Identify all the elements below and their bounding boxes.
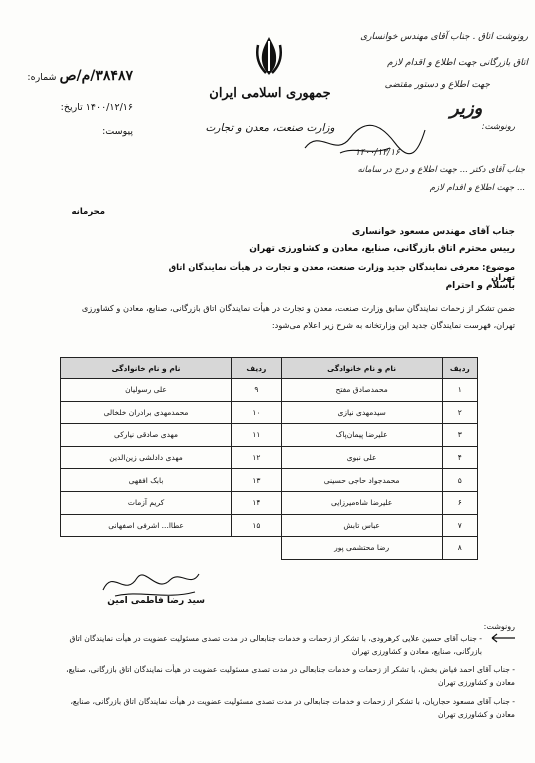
table-header-name: نام و نام خانوادگی: [61, 358, 232, 379]
arrow-left-icon: [488, 633, 516, 643]
representative-name: مهدی دادلشی زین‌الدین: [61, 446, 232, 469]
representative-name: [61, 537, 232, 560]
representative-name: علیرضا پیمان‌پاک: [281, 424, 442, 447]
table-header-row-number: ردیف: [442, 358, 477, 379]
table-header-row-number: ردیف: [232, 358, 282, 379]
row-number: ۷: [442, 514, 477, 537]
representative-name: کریم آزمات: [61, 491, 232, 514]
row-number: ۱۳: [232, 469, 282, 492]
representative-name: عطاا... اشرفی اصفهانی: [61, 514, 232, 537]
cc-item: - جناب آقای حسین علایی کرهرودی، با تشکر از زحمات و خدمات جنابعالی در مدت تصدی مسئولیت عضویت در هیأت نمایندگان اتاق بازرگانی، صنایع، معادن و کشاورزی تهران: [69, 634, 482, 656]
republic-title: جمهوری اسلامی ایران: [209, 86, 331, 101]
row-number: ۱۵: [232, 514, 282, 537]
row-number: ۶: [442, 491, 477, 514]
table-row: [61, 514, 478, 537]
classification-label: محرمانه: [71, 207, 105, 217]
table-header-name: نام و نام خانوادگی: [281, 358, 442, 379]
handwritten-note-2: اتاق بازرگانی جهت اطلاع و اقدام لازم: [387, 58, 528, 68]
row-number: [232, 537, 282, 560]
table-row: [61, 469, 478, 492]
letter-number: [8, 68, 133, 84]
row-number: ۱۴: [232, 491, 282, 514]
handwritten-note-5: ... جهت اطلاع و اقدام لازم: [429, 183, 525, 193]
cc-heading: رونوشت:: [483, 622, 515, 631]
row-number: ۱: [442, 379, 477, 402]
letter-date: [8, 102, 133, 113]
letter-number-label: شماره:: [27, 72, 57, 83]
representative-name: مهدی صادقی نیارکی: [61, 424, 232, 447]
representative-name: محمدصادق مفتح: [281, 379, 442, 402]
table-header-row: [61, 358, 478, 379]
letter-number-value: ۳۸۴۸۷/م/ص: [59, 68, 133, 84]
signer-name: سید رضا فاطمی امین: [107, 596, 205, 606]
letter-attachment: [8, 126, 133, 137]
row-number: ۹: [232, 379, 282, 402]
letter-attachment-label: پیوست:: [102, 126, 133, 137]
row-number: ۱۱: [232, 424, 282, 447]
table-row: [61, 401, 478, 424]
representative-name: عباس تابش: [281, 514, 442, 537]
representative-name: علی رسولیان: [61, 379, 232, 402]
iran-emblem-icon: [255, 35, 283, 77]
letter-date-value: ۱۴۰۰/۱۲/۱۶: [85, 102, 133, 113]
table-row: [61, 537, 478, 560]
letter-date-label: تاریخ:: [60, 102, 83, 113]
row-number: ۸: [442, 537, 477, 560]
handwritten-note-3: جهت اطلاع و دستور مقتضی: [384, 80, 490, 90]
letter-subject: موضوع: معرفی نمایندگان جدید وزارت صنعت، معدن و تجارت در هیأت نمایندگان اتاق تهران: [168, 262, 515, 282]
addressee-name: جناب آقای مهندس مسعود خوانساری: [351, 227, 515, 237]
addressee-title: رییس محترم اتاق بازرگانی، صنایع، معادن و کشاورزی تهران: [249, 244, 515, 254]
row-number: ۴: [442, 446, 477, 469]
row-number: ۵: [442, 469, 477, 492]
table-row: [61, 446, 478, 469]
ministry-name: وزارت صنعت، معدن و تجارت: [205, 122, 335, 134]
cc-item: - جناب آقای احمد فیاض بخش، با تشکر از زحمات و خدمات جنابعالی در مدت تصدی مسئولیت عضویت در هیأت نمایندگان اتاق بازرگانی، صنایع، معادن و کشاورزی تهران: [66, 665, 515, 687]
table-row: [61, 379, 478, 402]
row-number: ۲: [442, 401, 477, 424]
greeting: باسلام و احترام: [445, 281, 515, 291]
handwritten-signature-top: [300, 118, 430, 163]
representative-name: علی نبوی: [281, 446, 442, 469]
handwritten-note-1: رونوشت اتاق . جناب آقای مهندس خوانساری: [360, 32, 528, 42]
handwritten-note-4: جناب آقای دکتر ... جهت اطلاع و درج در سامانه: [357, 165, 525, 175]
representative-name: علیرضا شاه‌میرزایی: [281, 491, 442, 514]
table-row: [61, 424, 478, 447]
row-number: ۱۰: [232, 401, 282, 424]
minister-title: وزیر: [450, 98, 483, 119]
representative-name: رضا محتشمی پور: [281, 537, 442, 560]
letter-body: ضمن تشکر از زحمات نمایندگان سابق وزارت صنعت، معدن و تجارت در هیأت نمایندگان اتاق بازرگانی، صنایع، معادن و کشاورزی تهران، فهرست نمایندگان جدید این وزارتخانه به شرح زیر اعلام می‌شود:: [81, 303, 515, 330]
row-number: ۱۲: [232, 446, 282, 469]
representative-name: محمدجواد حاجی حسینی: [281, 469, 442, 492]
representatives-table: [60, 357, 478, 560]
cc-label-top: رونوشت:: [481, 122, 515, 132]
table-row: [61, 491, 478, 514]
representative-name: سیدمهدی نیازی: [281, 401, 442, 424]
row-number: ۳: [442, 424, 477, 447]
cc-item: - جناب آقای مسعود حجاریان، با تشکر از زحمات و خدمات جنابعالی در مدت تصدی مسئولیت عضویت در هیأت نمایندگان اتاق بازرگانی، صنایع، معادن و کشاورزی تهران: [70, 697, 515, 719]
representative-name: محمدمهدی برادران خلخالی: [61, 401, 232, 424]
handwritten-date: ۱۴۰۰/۱۲/۱۶: [355, 148, 400, 158]
representative-name: بابک افقهی: [61, 469, 232, 492]
